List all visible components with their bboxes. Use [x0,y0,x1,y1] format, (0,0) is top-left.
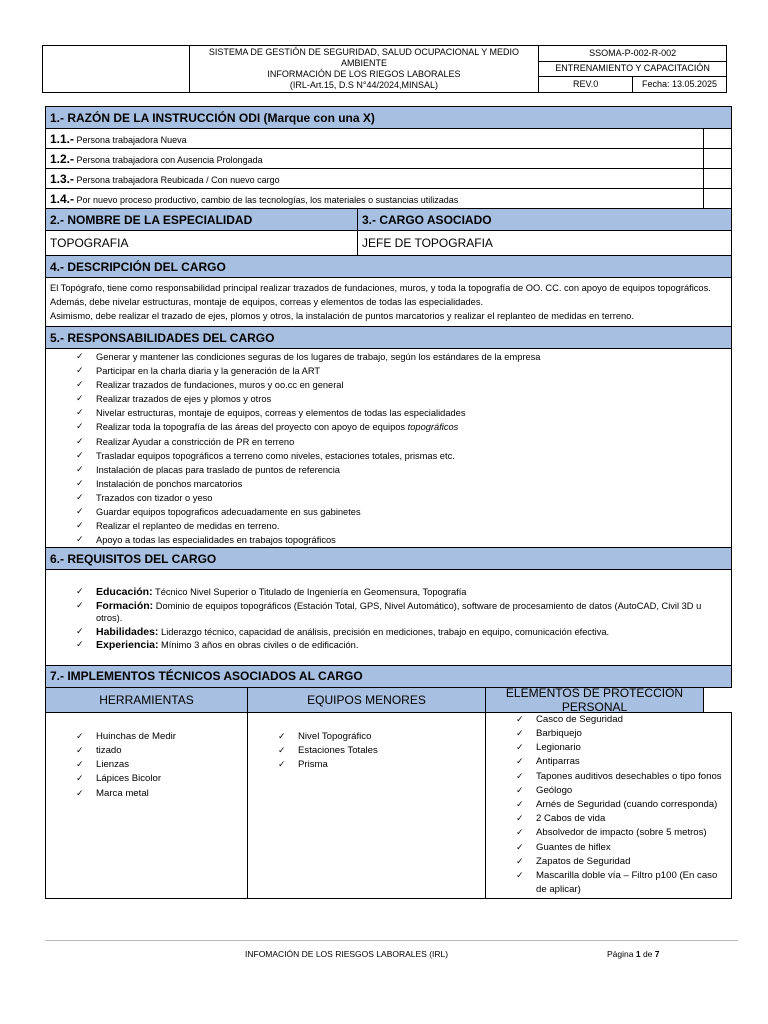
section-2-title: 2.- NOMBRE DE LA ESPECIALIDAD [46,209,358,231]
reason-number: 1.3.- [50,171,75,186]
list-item: ✓ Instalación de placas para traslado de puntos de referencia [76,463,731,477]
document-date: Fecha: 13.05.2025 [633,77,727,93]
tools-header: HERRAMIENTAS [46,687,248,712]
job-description [46,278,732,327]
list-item: ✓ Marca metal [76,787,243,801]
equipment-split-header [248,687,704,712]
section-5-title: 5.- RESPONSABILIDADES DEL CARGO [46,327,732,349]
specialty-value: TOPOGRAFIA [46,231,358,256]
requirement-skills [76,626,725,639]
list-item: ✓ Trazados con tizador o yeso [76,491,731,505]
list-item: ✓ Tapones auditivos desechables o tipo fonos [516,770,727,784]
irl-form [45,106,732,899]
list-item: ✓ Legionario [516,741,727,755]
revision: REV.0 [539,77,633,93]
title-line-2: INFORMACIÓN DE LOS RIEGOS LABORALES [267,69,461,79]
list-item: ✓ Lienzas [76,758,243,772]
reason-number: 1.1.- [50,131,75,146]
section-6-title: 6.- REQUISITOS DEL CARGO [46,548,732,570]
description-paragraph-2: Asimismo, debe realizar el trazado de ejes, plomos y otros, la instalación de puntos marcatorios y realizar el replanteo de medidas en terreno. [50,311,634,321]
list-item: ✓ Arnés de Seguridad (cuando corresponda) [516,798,727,812]
list-item: ✓ Estaciones Totales [278,744,481,758]
list-item: ✓ Realizar trazados de fundaciones, muros y oo.cc en general [76,378,731,392]
list-item: ✓ Barbiquejo [516,727,727,741]
minor-equipment-header: EQUIPOS MENORES [248,688,486,712]
list-item: ✓ Casco de Seguridad [516,713,727,727]
requirements-list [46,570,731,665]
list-item: ✓ Geólogo [516,784,727,798]
requirement-training [76,600,725,625]
document-header [42,45,727,93]
reason-number: 1.2.- [50,151,75,166]
tools-cell [46,712,248,899]
list-item: ✓ Mascarilla doble vía – Filtro p100 (En caso de aplicar) [516,869,727,897]
list-item: ✓ Nivel Topográfico [278,730,481,744]
responsibilities-list [46,349,731,547]
requirement-text: Liderazgo técnico, capacidad de análisis, precisión en mediciones, trabajo en equipo, comunicación efectiva. [158,626,610,637]
equipment-ppe-cell [248,712,732,899]
position-value: JEFE DE TOPOGRAFIA [358,231,732,256]
page-total: 7 [654,949,660,959]
section-4-title: 4.- DESCRIPCIÓN DEL CARGO [46,256,732,278]
requirements [46,570,732,666]
list-item [76,420,731,434]
reason-1-1-checkbox[interactable] [704,129,732,149]
document-category: ENTRENAMIENTO Y CAPACITACIÓN [539,61,727,77]
ppe-cell [486,713,731,899]
ppe-list [486,713,731,898]
responsibilities [46,349,732,548]
reason-text: Persona trabajadora con Ausencia Prolongada [74,154,263,165]
reason-text: Persona trabajadora Reubicada / Con nuevo cargo [74,174,280,185]
list-item: ✓ tizado [76,744,243,758]
list-item: ✓ Generar y mantener las condiciones seguras de los lugares de trabajo, según los estándares de la empresa [76,350,731,364]
list-item: ✓ Prisma [278,758,481,772]
list-item: ✓ 2 Cabos de vida [516,812,727,826]
section-1-title: 1.- RAZÓN DE LA INSTRUCCIÓN ODI (Marque con una X) [46,107,732,129]
reason-1-3 [46,169,704,189]
requirement-text: Dominio de equipos topográficos (Estación Total, GPS, Nivel Automático), software de procesamiento de datos (AutoCAD, Civil 3D u otros). [96,600,702,624]
list-item: ✓ Participar en la charla diaria y la generación de la ART [76,364,731,378]
section-3-title: 3.- CARGO ASOCIADO [358,209,732,231]
ppe-header: ELEMENTOS DE PROTECCION PERSONAL [505,685,684,714]
page-of: de [640,949,655,959]
reason-1-2-checkbox[interactable] [704,149,732,169]
list-item: ✓ Guardar equipos topograficos adecuadamente en sus gabinetes [76,505,731,519]
list-item: ✓ Realizar trazados de ejes y plomos y otros [76,392,731,406]
list-item: ✓ Absolvedor de impacto (sobre 5 metros) [516,826,727,840]
reason-1-4-checkbox[interactable] [704,189,732,209]
list-item: ✓ Lápices Bicolor [76,772,243,786]
reason-1-1 [46,129,704,149]
page-label: Página [607,949,636,959]
requirement-label: Educación: [96,586,153,599]
list-item-text: Realizar toda la topografía de las áreas del proyecto con apoyo de equipos [96,422,408,433]
document-title [189,46,538,93]
reason-1-4 [46,189,704,209]
requirement-experience [76,639,725,652]
section-7-title: 7.- IMPLEMENTOS TÉCNICOS ASOCIADOS AL CARGO [46,665,732,687]
logo-area [43,46,190,93]
requirement-label: Formación: [96,599,154,612]
list-item: ✓ Huinchas de Medir [76,730,243,744]
document-code: SSOMA-P-002-R-002 [539,46,727,62]
list-item: ✓ Apoyo a todas las especialidades en trabajos topográficos [76,533,731,547]
minor-equipment-list [248,730,485,773]
reason-1-2 [46,149,704,169]
reason-number: 1.4.- [50,191,75,206]
list-item: ✓ Trasladar equipos topográficos a terreno como niveles, estaciones totales, prismas etc. [76,449,731,463]
requirement-text: Mínimo 3 años en obras civiles o de edificación. [158,640,359,651]
list-item-italic: topográficos [407,422,459,433]
description-paragraph-1: El Topógrafo, tiene como responsabilidad principal realizar trazados de fundaciones, muros, y toda la topografía de OO. CC. con apoyo de equipos topográficos. Además, debe nivelar estructuras, montaje de equipos, correas y elementos de todas las especialidades. [50,283,711,307]
footer-title: INFOMACIÓN DE LOS RIESGOS LABORALES (IRL) [245,949,449,959]
reason-text: Por nuevo proceso productivo, cambio de las tecnologías, los materiales o sustancias utilizadas [74,194,459,205]
requirement-text: Técnico Nivel Superior o Titulado de Ingeniería en Geomensura, Topografía [152,587,467,598]
requirement-education [76,586,725,599]
minor-equipment-cell [248,713,486,899]
page-indicator [607,949,660,959]
list-item: ✓ Realizar Ayudar a constricción de PR en terreno [76,435,731,449]
requirement-label: Experiencia: [96,639,159,652]
footer-divider [45,940,738,941]
reason-text: Persona trabajadora Nueva [74,134,187,145]
list-item: ✓ Realizar el replanteo de medidas en terreno. [76,519,731,533]
header-split [248,685,703,714]
tools-list [46,730,247,801]
title-line-3: (IRL-Art.15, D.S N°44/2024,MINSAL) [289,80,439,90]
list-item: ✓ Nivelar estructuras, montaje de equipos, correas y elementos de todas las especialidades [76,406,731,420]
list-item: ✓ Instalación de ponchos marcatorios [76,477,731,491]
reason-1-3-checkbox[interactable] [704,169,732,189]
list-item: ✓ Guantes de hiflex [516,841,727,855]
page-number: 1 [635,949,641,959]
equipment-ppe-split [248,713,731,899]
list-item: ✓ Zapatos de Seguridad [516,855,727,869]
title-line-1: SISTEMA DE GESTIÓN DE SEGURIDAD, SALUD OCUPACIONAL Y MEDIO AMBIENTE [208,47,520,68]
requirement-label: Habilidades: [96,625,159,638]
list-item: ✓ Antiparras [516,755,727,769]
